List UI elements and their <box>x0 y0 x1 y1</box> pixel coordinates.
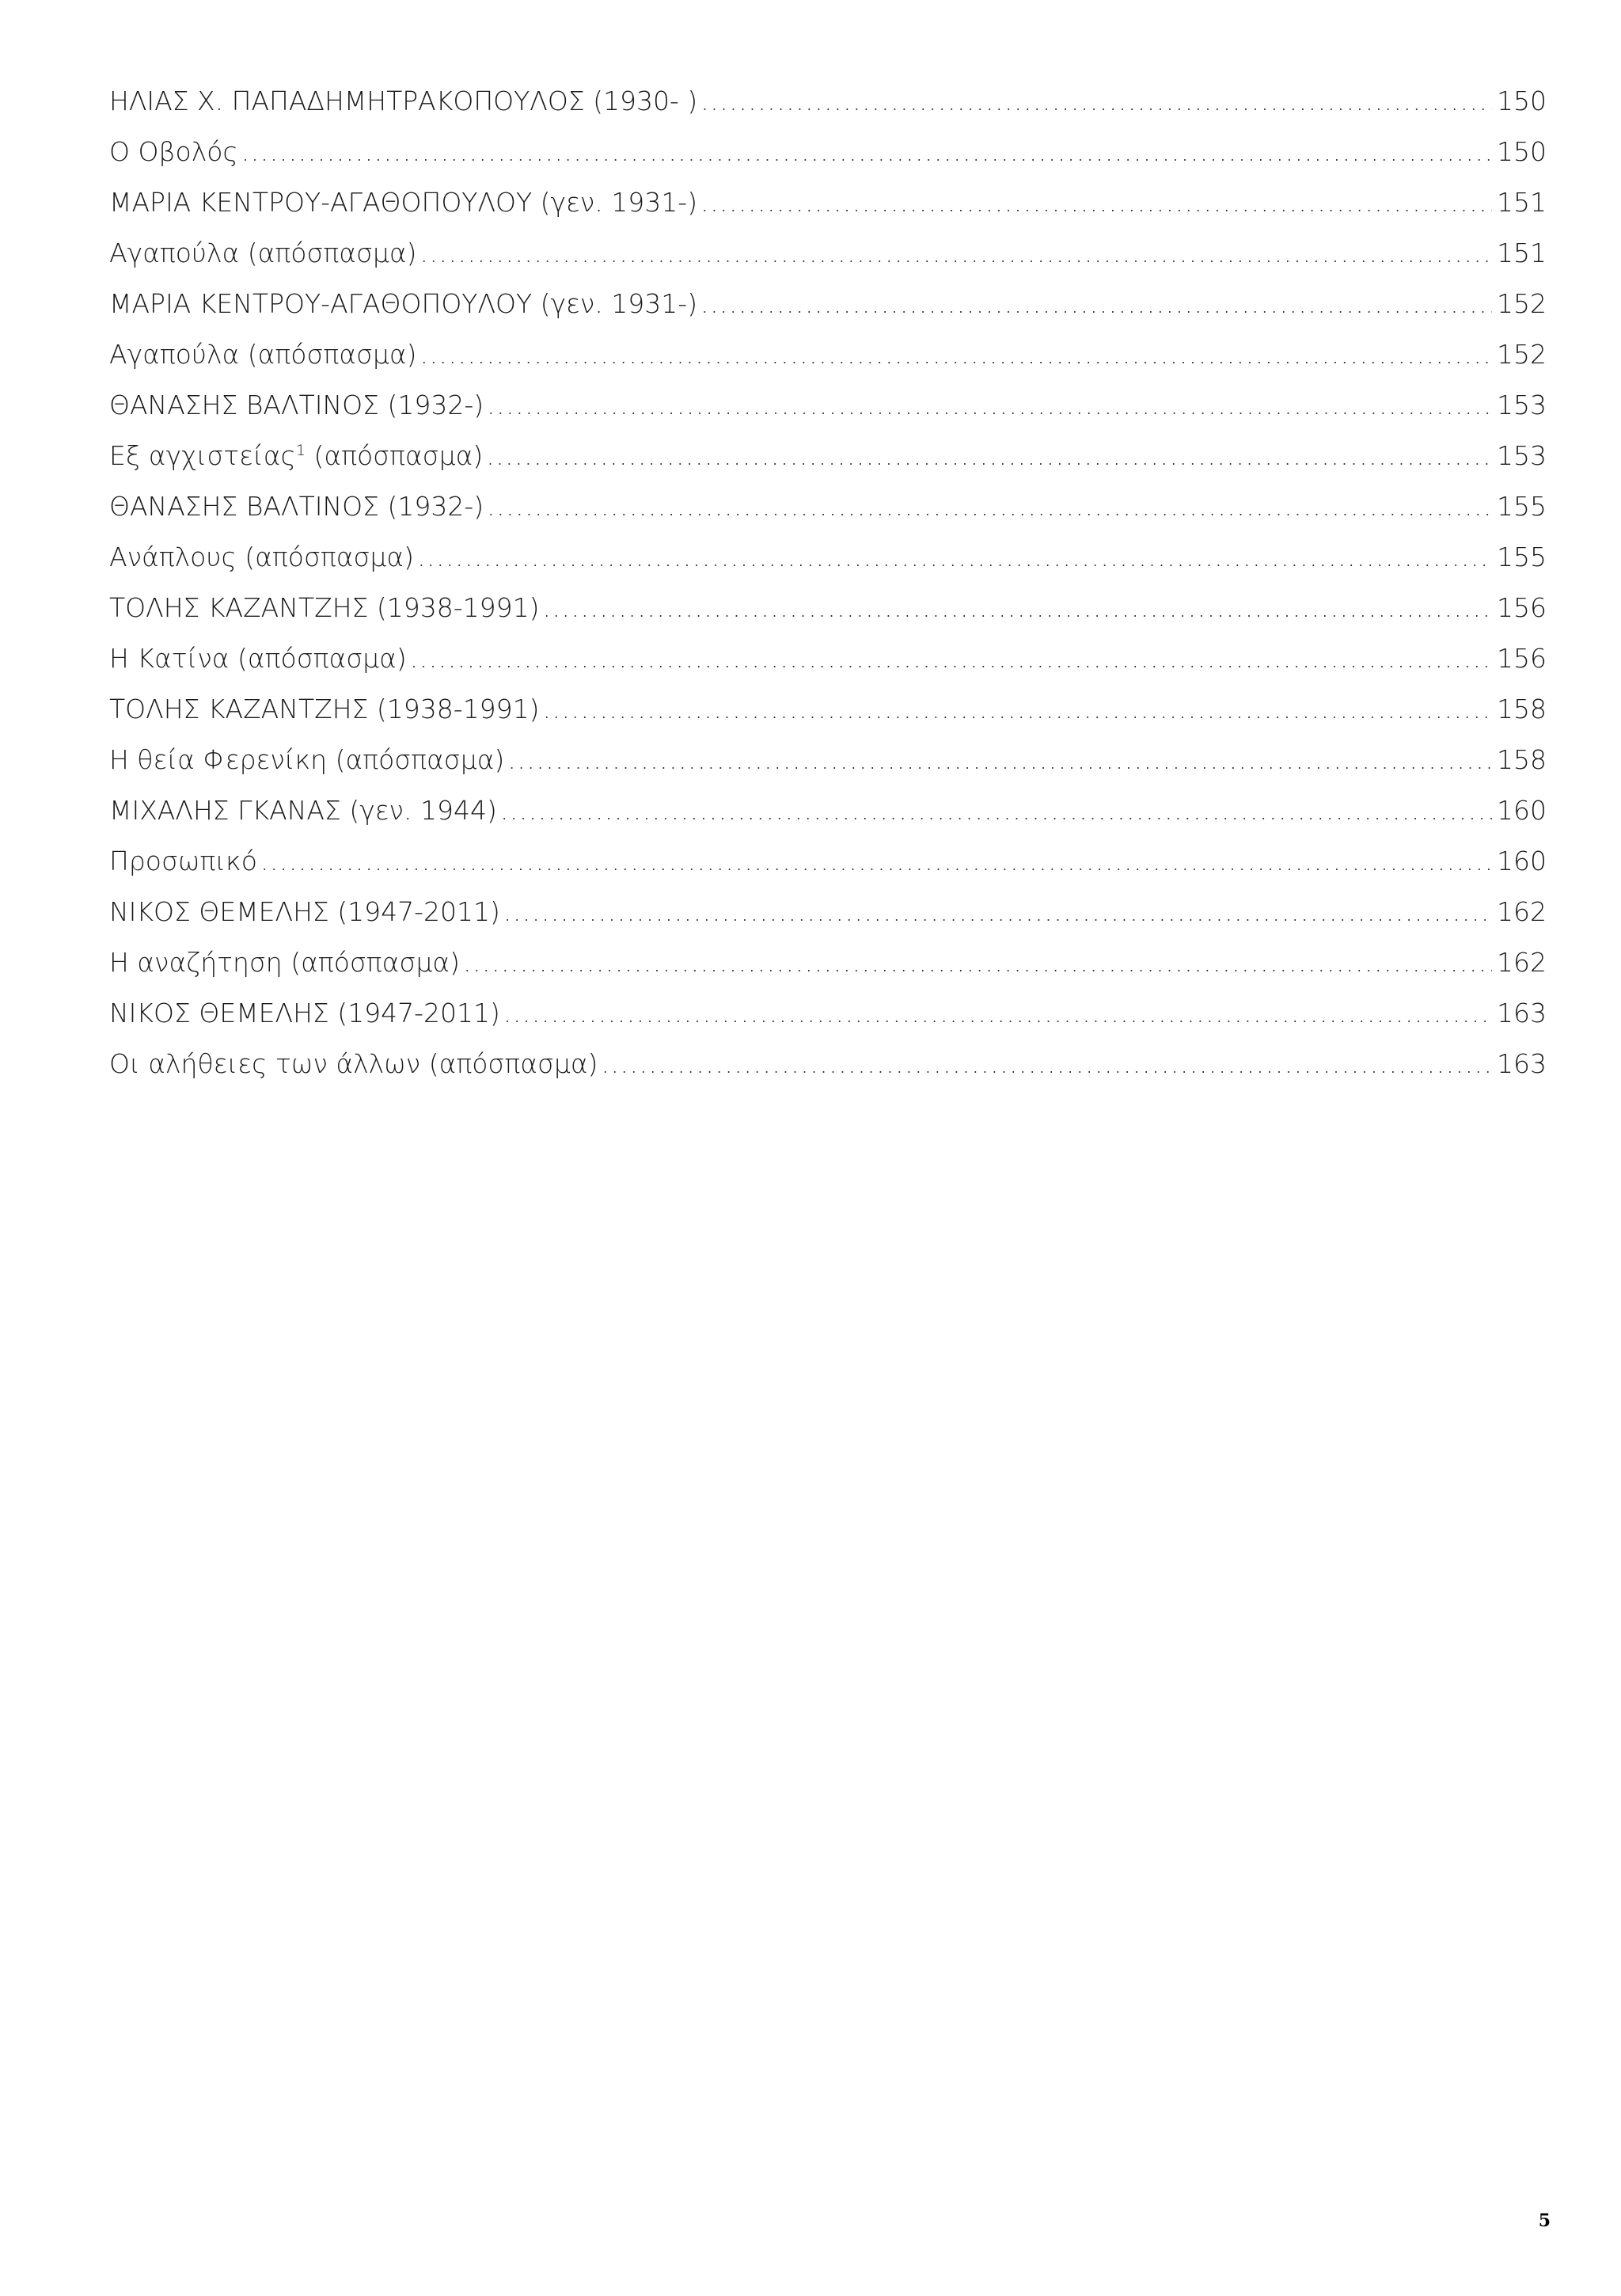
toc-entry-title-text: Προσωπικό <box>109 846 257 876</box>
toc-entry-title-text: Εξ αγχιστείας <box>109 440 296 471</box>
toc-entry-page: 163 <box>1497 998 1547 1028</box>
toc-entry-page: 152 <box>1497 339 1547 370</box>
toc-entry-page: 151 <box>1497 238 1547 268</box>
toc-entry[interactable] <box>109 481 1547 532</box>
toc-entry-title-text: ΝΙΚΟΣ ΘΕΜΕΛΗΣ (1947-2011) <box>109 998 500 1028</box>
toc-entry-page: 156 <box>1497 592 1547 623</box>
toc-entry-title <box>109 228 417 279</box>
toc-entry[interactable] <box>109 279 1547 329</box>
toc-entry-title-text: Αγαπούλα (απόσπασμα) <box>109 339 417 370</box>
dot-leader <box>507 735 1492 785</box>
toc-entry-page: 156 <box>1497 643 1547 674</box>
dot-leader <box>543 583 1493 633</box>
toc-entry[interactable] <box>109 1039 1547 1089</box>
toc-entry-title-text: Ανάπλους (απόσπασμα) <box>109 542 415 572</box>
toc-entry[interactable] <box>109 988 1547 1039</box>
toc-entry-title <box>109 481 484 532</box>
dot-leader <box>487 380 1492 431</box>
toc-entry-page: 151 <box>1497 187 1547 218</box>
toc-entry[interactable] <box>109 583 1547 633</box>
toc-entry[interactable] <box>109 127 1547 177</box>
dot-leader <box>410 633 1492 684</box>
toc-entry[interactable] <box>109 329 1547 380</box>
toc-entry-page: 153 <box>1497 390 1547 420</box>
toc-entry-title <box>109 735 504 785</box>
toc-entry-title <box>109 279 697 329</box>
toc-entry-title-text: ΜΑΡΙΑ ΚΕΝΤΡΟΥ-ΑΓΑΘΟΠΟΥΛΟΥ (γεν. 1931-) <box>109 187 698 218</box>
toc-entry-title <box>109 583 540 633</box>
dot-leader <box>241 127 1492 177</box>
toc-entry-title <box>109 937 460 988</box>
dot-leader <box>463 937 1492 988</box>
toc-entry-title-text: Αγαπούλα (απόσπασμα) <box>109 238 417 268</box>
dot-leader <box>503 988 1492 1039</box>
dot-leader <box>543 684 1493 735</box>
toc-entry-title <box>109 785 497 836</box>
dot-leader <box>486 431 1492 481</box>
toc-entry[interactable] <box>109 836 1547 887</box>
toc-entry[interactable] <box>109 785 1547 836</box>
toc-entry-title <box>109 887 500 937</box>
toc-entry[interactable] <box>109 735 1547 785</box>
toc-entry[interactable] <box>109 228 1547 279</box>
footnote-marker: 1 <box>295 442 306 459</box>
dot-leader <box>500 785 1492 836</box>
toc-entry-page: 160 <box>1497 846 1547 876</box>
toc-entry-title <box>109 76 697 127</box>
toc-entry-title-text: ΜΙΧΑΛΗΣ ΓΚΑΝΑΣ (γεν. 1944) <box>109 795 497 826</box>
toc-entry-title-text: Ο Οβολός <box>109 136 238 167</box>
dot-leader <box>700 177 1492 228</box>
dot-leader <box>700 76 1492 127</box>
toc-entry[interactable] <box>109 887 1547 937</box>
toc-entry-title-text: Η αναζήτηση (απόσπασμα) <box>109 947 460 978</box>
toc-entry-title <box>109 684 540 735</box>
toc-entry-title-text: Η θεία Φερενίκη (απόσπασμα) <box>109 744 505 775</box>
toc-entry-title <box>109 633 407 684</box>
toc-entry-page: 152 <box>1497 288 1547 319</box>
toc-entry-title-text: ΗΛΙΑΣ Χ. ΠΑΠΑΔΗΜΗΤΡΑΚΟΠΟΥΛΟΣ (1930- ) <box>109 86 698 116</box>
dot-leader <box>487 481 1492 532</box>
toc-entry-title <box>109 431 483 481</box>
dot-leader <box>420 329 1492 380</box>
toc-entry-title-text: ΜΑΡΙΑ ΚΕΝΤΡΟΥ-ΑΓΑΘΟΠΟΥΛΟΥ (γεν. 1931-) <box>109 288 698 319</box>
dot-leader <box>602 1039 1493 1089</box>
toc-entry-title-text: ΝΙΚΟΣ ΘΕΜΕΛΗΣ (1947-2011) <box>109 896 500 927</box>
toc-entry[interactable] <box>109 633 1547 684</box>
toc-entry-title <box>109 380 484 431</box>
toc-entry-title-text: Οι αλήθειες των άλλων (απόσπασμα) <box>109 1048 598 1079</box>
dot-leader <box>260 836 1492 887</box>
toc-entry-page: 160 <box>1497 795 1547 826</box>
toc-entry-title <box>109 177 697 228</box>
toc-entry-title-text: ΤΟΛΗΣ ΚΑΖΑΝΤΖΗΣ (1938-1991) <box>109 694 540 724</box>
toc-entry[interactable] <box>109 177 1547 228</box>
toc-entry-title <box>109 329 417 380</box>
toc-entry-title-suffix: (απόσπασμα) <box>305 440 484 471</box>
toc-entry-title <box>109 1039 598 1089</box>
toc-entry[interactable] <box>109 380 1547 431</box>
toc-entry-page: 153 <box>1497 440 1547 471</box>
dot-leader <box>420 228 1492 279</box>
toc-entry-title-text: Η Κατίνα (απόσπασμα) <box>109 643 407 674</box>
toc-entry-title-text: ΘΑΝΑΣΗΣ ΒΑΛΤΙΝΟΣ (1932-) <box>109 390 484 420</box>
toc-entry-title-text: ΘΑΝΑΣΗΣ ΒΑΛΤΙΝΟΣ (1932-) <box>109 491 484 522</box>
toc-entry-title <box>109 532 414 583</box>
toc-entry-page: 163 <box>1497 1048 1547 1079</box>
dot-leader <box>417 532 1492 583</box>
toc-entry[interactable] <box>109 431 1547 481</box>
table-of-contents <box>109 76 1547 1089</box>
toc-entry-page: 158 <box>1497 694 1547 724</box>
toc-entry-page: 155 <box>1497 542 1547 572</box>
toc-entry-title <box>109 988 500 1039</box>
toc-entry[interactable] <box>109 76 1547 127</box>
toc-entry[interactable] <box>109 684 1547 735</box>
toc-entry[interactable] <box>109 937 1547 988</box>
toc-entry-page: 158 <box>1497 744 1547 775</box>
toc-entry-page: 150 <box>1497 86 1547 116</box>
toc-entry-page: 162 <box>1497 896 1547 927</box>
toc-entry-page: 155 <box>1497 491 1547 522</box>
toc-entry-title <box>109 836 257 887</box>
toc-entry-title-text: ΤΟΛΗΣ ΚΑΖΑΝΤΖΗΣ (1938-1991) <box>109 592 540 623</box>
toc-entry-title <box>109 127 238 177</box>
dot-leader <box>700 279 1492 329</box>
toc-entry[interactable] <box>109 532 1547 583</box>
page-number: 5 <box>1538 2210 1551 2231</box>
toc-entry-page: 150 <box>1497 136 1547 167</box>
toc-entry-page: 162 <box>1497 947 1547 978</box>
dot-leader <box>503 887 1492 937</box>
